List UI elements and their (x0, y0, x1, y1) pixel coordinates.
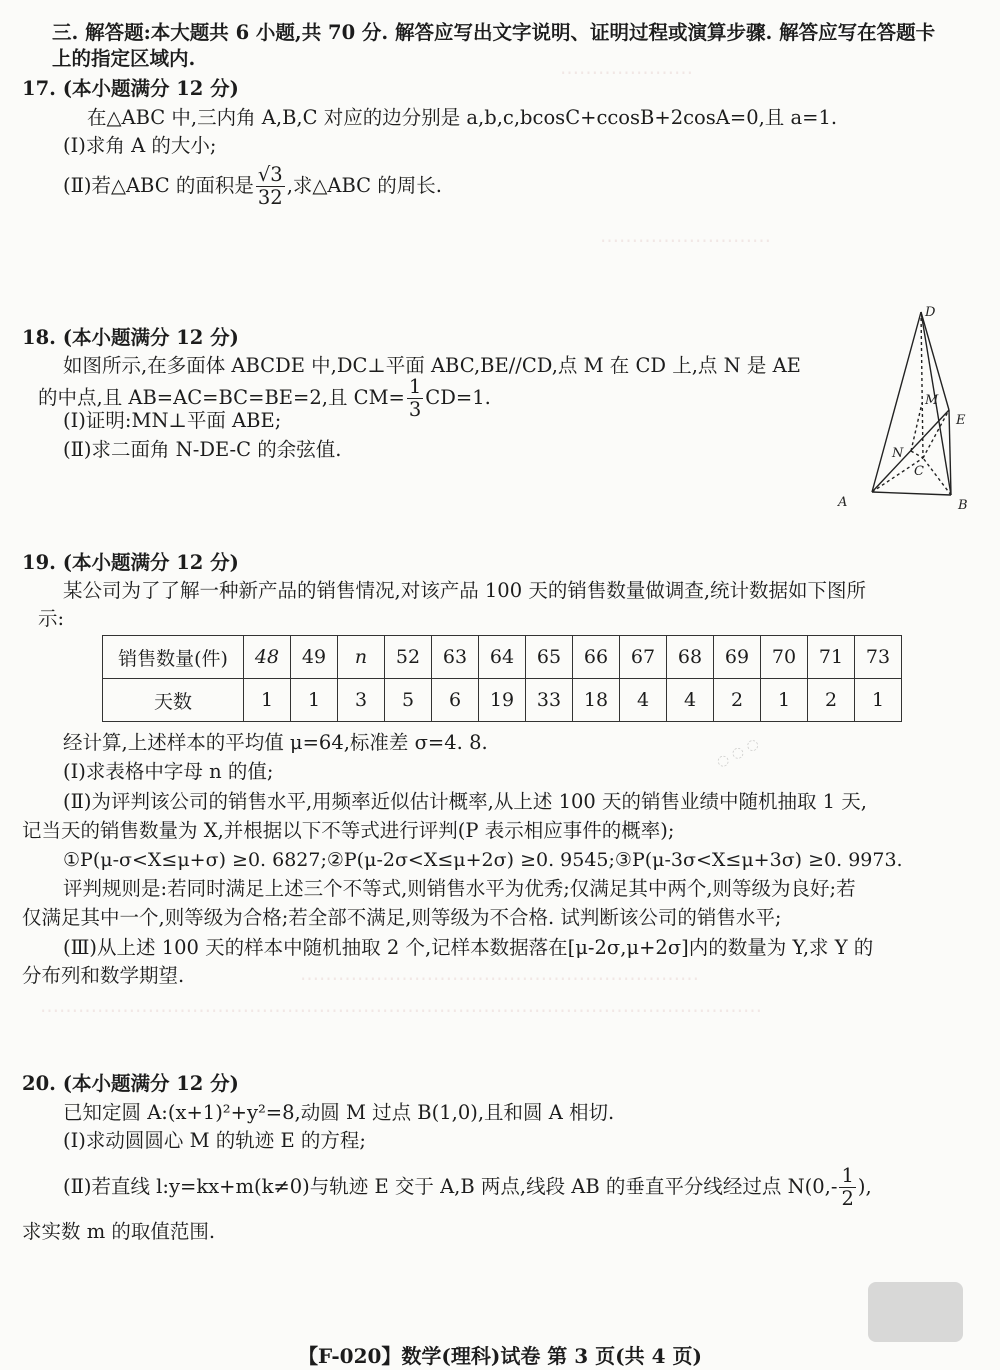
q20-part2-tail: ), (857, 1175, 872, 1198)
table-cell: 73 (855, 636, 902, 679)
q17-part2-text: (Ⅱ)若△ABC 的面积是 (63, 174, 254, 197)
table-cell: 5 (385, 679, 432, 722)
fraction-denominator: 32 (257, 186, 283, 209)
table-cell: 66 (573, 636, 620, 679)
edge-BC (923, 458, 951, 495)
table-cell: 6 (432, 679, 479, 722)
q19-part2-line2: 记当天的销售数量为 X,并根据以下不等式进行评判(P 表示相应事件的概率); (22, 819, 675, 842)
table-cell: n (338, 636, 385, 679)
table-cell: 19 (479, 679, 526, 722)
q17-part2 (63, 162, 442, 210)
row-header-sales: 销售数量(件) (103, 636, 244, 679)
page-footer: 【F-020】数学(理科)试卷 第 3 页(共 4 页) (298, 1344, 702, 1368)
q19-rule-line1: 评判规则是:若同时满足上述三个不等式,则销售水平为优秀;仅满足其中两个,则等级为良好;若 (63, 877, 856, 900)
q18-stem-line1: 如图所示,在多面体 ABCDE 中,DC⊥平面 ABC,BE//CD,点 M 在 CD 上,点 N 是 AE (63, 354, 801, 377)
q19-inequalities: ①P(μ-σ<X≤μ+σ) ≥0. 6827;②P(μ-2σ<X≤μ+2σ) ≥0. 9545;③P(μ-3σ<X≤μ+3σ) ≥0. 9973. (63, 849, 903, 871)
fraction-numerator: √3 (257, 163, 283, 186)
q17-part1: (Ⅰ)求角 A 的大小; (63, 134, 217, 157)
q19-part1: (Ⅰ)求表格中字母 n 的值; (63, 760, 274, 783)
q17-title: 17. (本小题满分 12 分) (22, 77, 239, 100)
table-cell: 48 (244, 636, 291, 679)
table-cell: 4 (667, 679, 714, 722)
q20-stem: 已知定圆 A:(x+1)²+y²=8,动圆 M 过点 B(1,0),且和圆 A 相切. (63, 1101, 615, 1124)
table-cell: 1 (244, 679, 291, 722)
label-N: N (892, 446, 904, 461)
q19-title: 19. (本小题满分 12 分) (22, 551, 239, 574)
label-A: A (838, 495, 848, 510)
q20-part1: (Ⅰ)求动圆圆心 M 的轨迹 E 的方程; (63, 1129, 366, 1152)
bleed-through-text: ⋯⋯⋯⋯⋯⋯⋯⋯⋯ (600, 230, 771, 252)
q17-stem: 在△ABC 中,三内角 A,B,C 对应的边分别是 a,b,c,bcosC+ccosB+2cosA=0,且 a=1. (87, 106, 838, 129)
q18-line2-text: 的中点,且 AB=AC=BC=BE=2,且 CM= (38, 386, 405, 409)
section-header: 三. 解答题:本大题共 6 小题,共 70 分. 解答应写出文字说明、证明过程或演算步骤. 解答应写在答题卡 (52, 21, 936, 44)
fraction-denominator: 3 (408, 398, 422, 421)
q20-title: 20. (本小题满分 12 分) (22, 1072, 239, 1095)
table-cell: 68 (667, 636, 714, 679)
table-cell: 52 (385, 636, 432, 679)
table-cell: 65 (526, 636, 573, 679)
bleed-through-text: ⋯⋯⋯⋯⋯⋯⋯⋯⋯⋯⋯⋯⋯⋯⋯⋯⋯⋯⋯⋯⋯ (300, 968, 699, 990)
row-header-days: 天数 (103, 679, 244, 722)
fraction (407, 376, 423, 421)
table-row (103, 679, 902, 722)
section-header-cont: 上的指定区域内. (52, 47, 196, 70)
table-cell: 71 (808, 636, 855, 679)
sales-table (102, 635, 902, 722)
table-cell: 33 (526, 679, 573, 722)
q17-part2-tail: ,求△ABC 的周长. (286, 174, 442, 197)
q18-part2: (Ⅱ)求二面角 N-DE-C 的余弦值. (63, 438, 342, 461)
bleed-through-text: ⋯⋯⋯⋯⋯⋯⋯ (560, 62, 693, 84)
label-M: M (925, 393, 939, 408)
q19-stem-line1: 某公司为了了解一种新产品的销售情况,对该产品 100 天的销售数量做调查,统计数据如下图所 (63, 579, 867, 602)
table-cell: 2 (714, 679, 761, 722)
q19-part2-line1: (Ⅱ)为评判该公司的销售水平,用频率近似估计概率,从上述 100 天的销售业绩中随机抽取 1 天, (63, 790, 867, 813)
q19-part3-line1: (Ⅲ)从上述 100 天的样本中随机抽取 2 个,记样本数据落在[μ-2σ,μ+2σ]内的数量为 Y,求 Y 的 (63, 936, 874, 959)
table-cell: 67 (620, 636, 667, 679)
table-cell: 64 (479, 636, 526, 679)
fraction-numerator: 1 (408, 375, 422, 398)
table-cell: 3 (338, 679, 385, 722)
edge-DC (921, 312, 923, 458)
label-C: C (914, 464, 924, 479)
table-cell: 1 (761, 679, 808, 722)
bleed-through-text: ⋯⋯⋯⋯⋯⋯⋯⋯⋯⋯⋯⋯⋯⋯⋯⋯⋯⋯⋯⋯⋯⋯⋯⋯⋯⋯⋯⋯⋯⋯⋯⋯⋯⋯⋯⋯⋯⋯ (40, 1000, 762, 1022)
logo-stamp (868, 1282, 963, 1342)
fraction-numerator: 1 (841, 1164, 854, 1187)
label-B: B (958, 498, 968, 513)
watermark: ◌ ◌ ◌ (713, 735, 762, 771)
q19-part3-line2: 分布列和数学期望. (22, 964, 185, 987)
q19-stem-line2: 示: (38, 607, 65, 630)
table-cell: 1 (291, 679, 338, 722)
q19-calc: 经计算,上述样本的平均值 μ=64,标准差 σ=4. 8. (63, 731, 488, 754)
table-cell: 4 (620, 679, 667, 722)
table-cell: 49 (291, 636, 338, 679)
table-cell: 2 (808, 679, 855, 722)
table-cell: 70 (761, 636, 808, 679)
segment-NC (911, 451, 923, 458)
fraction (839, 1165, 855, 1210)
table-cell: 69 (714, 636, 761, 679)
q18-line2-tail: CD=1. (425, 386, 491, 409)
polyhedron-figure (825, 300, 985, 520)
table-row (103, 636, 902, 679)
q18-title: 18. (本小题满分 12 分) (22, 326, 239, 349)
q20-part2-text: (Ⅱ)若直线 l:y=kx+m(k≠0)与轨迹 E 交于 A,B 两点,线段 AB 的垂直平分线经过点 N(0,- (63, 1175, 838, 1198)
table-cell: 63 (432, 636, 479, 679)
q20-part2-line2: 求实数 m 的取值范围. (22, 1220, 216, 1243)
q20-part2 (63, 1163, 872, 1211)
fraction (256, 164, 285, 209)
fraction-denominator: 2 (841, 1187, 854, 1210)
table-cell: 18 (573, 679, 620, 722)
edge-AB (872, 492, 951, 495)
label-D: D (925, 305, 936, 320)
q19-rule-line2: 仅满足其中一个,则等级为合格;若全部不满足,则等级为不合格. 试判断该公司的销售水平; (22, 906, 782, 929)
label-E: E (956, 413, 966, 428)
q18-part1: (Ⅰ)证明:MN⊥平面 ABE; (63, 409, 282, 432)
table-cell: 1 (855, 679, 902, 722)
